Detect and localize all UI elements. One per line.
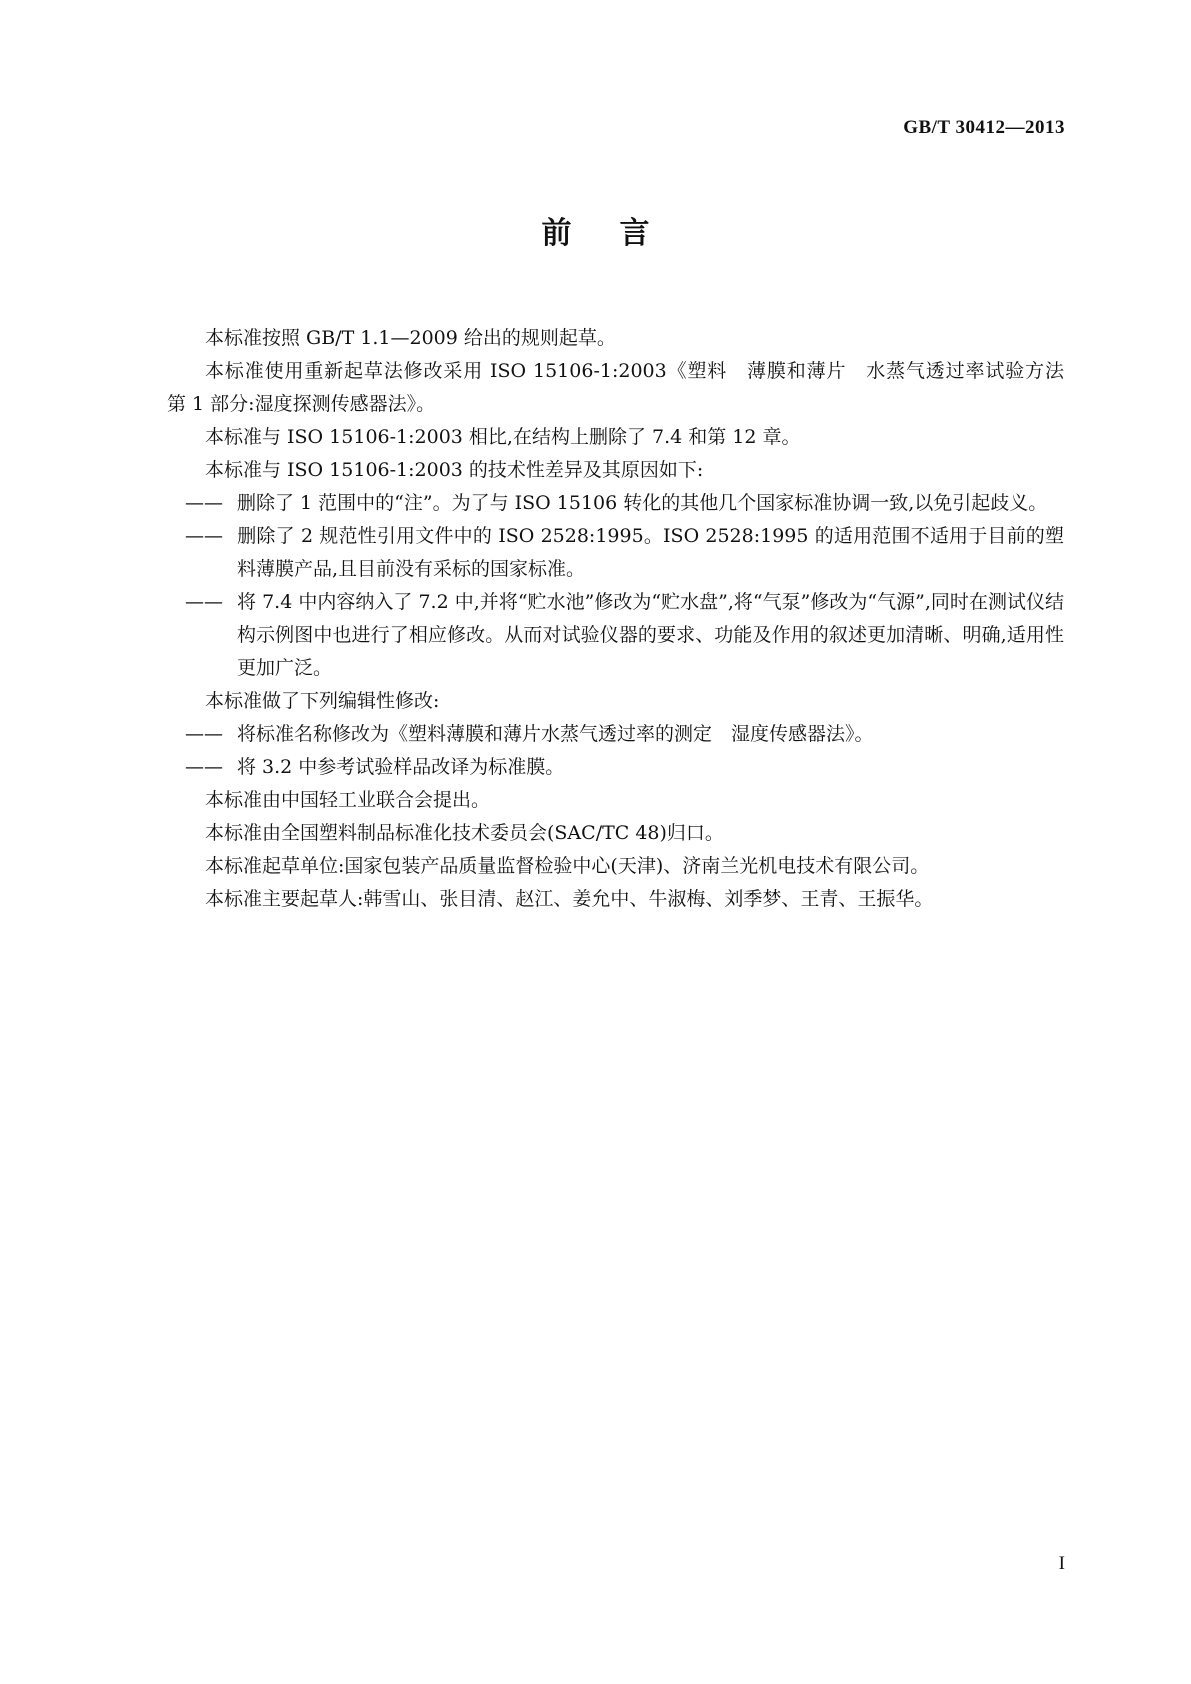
paragraph <box>167 817 1064 850</box>
paragraph <box>167 454 1064 487</box>
list-item <box>167 487 1064 520</box>
list-dash: —— <box>185 756 223 778</box>
list-item-text: 将 3.2 中参考试验样品改译为标准膜。 <box>237 756 565 778</box>
list-item <box>167 751 1064 784</box>
list-item-text: 将标准名称修改为《塑料薄膜和薄片水蒸气透过率的测定 湿度传感器法》。 <box>237 723 874 745</box>
list-dash: —— <box>185 723 223 745</box>
list-item-text: 将 7.4 中内容纳入了 7.2 中,并将“贮水池”修改为“贮水盘”,将“气泵”修改为“气源”,同时在测试仪结构示例图中也进行了相应修改。从而对试验仪器的要求、功能及作用的叙述更加清晰、明确,适用性更加广泛。 <box>237 591 1064 679</box>
paragraph-text: 本标准与 ISO 15106-1:2003 的技术性差异及其原因如下: <box>205 459 704 481</box>
paragraph-text: 本标准起草单位:国家包装产品质量监督检验中心(天津)、济南兰光机电技术有限公司。 <box>205 855 930 877</box>
paragraph-text: 本标准与 ISO 15106-1:2003 相比,在结构上删除了 7.4 和第 12 章。 <box>205 426 801 448</box>
list-dash: —— <box>185 591 223 613</box>
list-item <box>167 520 1064 586</box>
list-item <box>167 718 1064 751</box>
list-dash: —— <box>185 525 223 547</box>
paragraph <box>167 322 1064 355</box>
paragraph <box>167 784 1064 817</box>
paragraph-text: 本标准主要起草人:韩雪山、张目清、赵江、姜允中、牛淑梅、刘季梦、王青、王振华。 <box>205 888 934 910</box>
paragraph-text: 本标准使用重新起草法修改采用 ISO 15106-1:2003《塑料 薄膜和薄片 水蒸气透过率试验方法 第 1 部分:湿度探测传感器法》。 <box>167 360 1084 415</box>
paragraph-text: 本标准做了下列编辑性修改: <box>205 690 440 712</box>
paragraph-text: 本标准由中国轻工业联合会提出。 <box>205 789 491 811</box>
paragraph <box>167 883 1064 916</box>
paragraph <box>167 421 1064 454</box>
paragraph-text: 本标准由全国塑料制品标准化技术委员会(SAC/TC 48)归口。 <box>205 822 724 844</box>
list-item-text: 删除了 2 规范性引用文件中的 ISO 2528:1995。ISO 2528:1995 的适用范围不适用于目前的塑料薄膜产品,且目前没有采标的国家标准。 <box>237 525 1064 580</box>
page-number: I <box>1058 1553 1065 1574</box>
paragraph <box>167 685 1064 718</box>
list-dash: —— <box>185 492 223 514</box>
paragraph <box>167 355 1084 421</box>
list-item <box>167 586 1064 685</box>
standard-code: GB/T 30412—2013 <box>903 117 1065 138</box>
foreword-body <box>167 322 1084 916</box>
list-item-text: 删除了 1 范围中的“注”。为了与 ISO 15106 转化的其他几个国家标准协调一致,以免引起歧义。 <box>237 492 1048 514</box>
page-title: 前言 <box>541 216 698 251</box>
paragraph <box>167 850 1064 883</box>
paragraph-text: 本标准按照 GB/T 1.1—2009 给出的规则起草。 <box>205 327 616 349</box>
